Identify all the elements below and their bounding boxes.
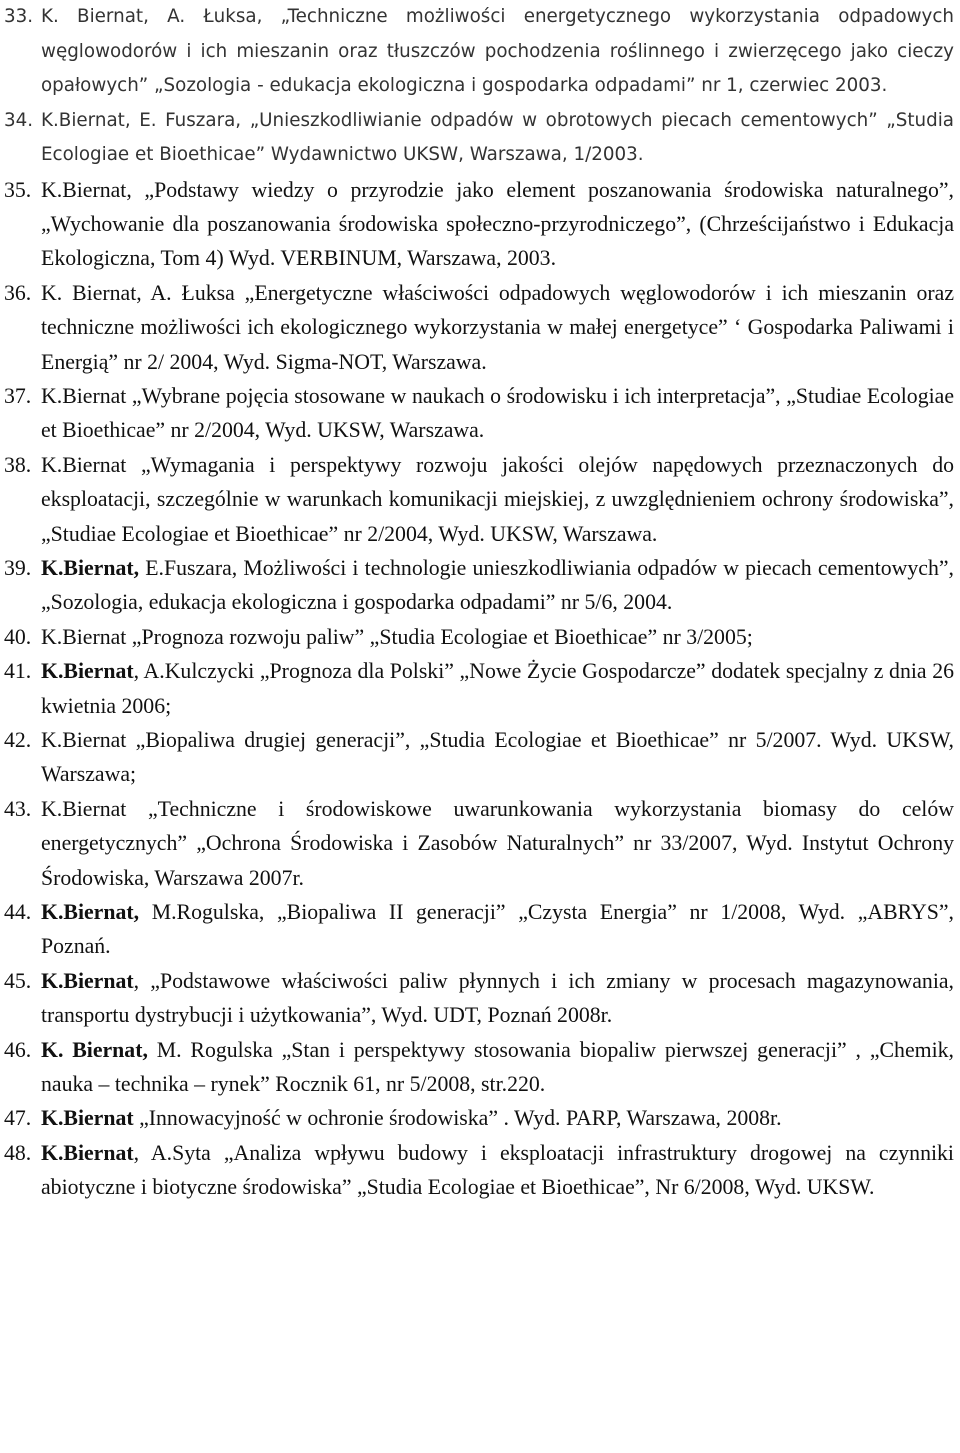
bibliography-list bbox=[4, 0, 954, 1205]
entry-text bbox=[41, 654, 954, 723]
entry-number: 43. bbox=[4, 796, 32, 821]
bibliography-entry bbox=[4, 654, 954, 723]
entry-text bbox=[41, 551, 954, 620]
entry-number: 44. bbox=[4, 900, 32, 925]
entry-number: 45. bbox=[4, 968, 32, 993]
entry-number: 40. bbox=[4, 624, 32, 649]
author-name-bold: K.Biernat bbox=[41, 1106, 134, 1131]
bibliography-entry bbox=[4, 1033, 954, 1102]
entry-number: 47. bbox=[4, 1106, 32, 1131]
entry-text bbox=[41, 792, 954, 895]
bibliography-entry bbox=[4, 620, 954, 654]
entry-text bbox=[41, 173, 954, 276]
entry-text-part: , „Podstawowe właściwości paliw płynnych i ich zmiany w procesach magazynowania, transportu dystrybucji i użytkowania”, Wyd. UDT, Poznań 2008r. bbox=[41, 968, 954, 1028]
entry-text bbox=[41, 1033, 954, 1102]
entry-number: 39. bbox=[4, 555, 32, 580]
entry-number: 37. bbox=[4, 383, 32, 408]
author-name-bold: K.Biernat bbox=[41, 968, 134, 993]
entry-text-part: K. Biernat, A. Łuksa, „Techniczne możliwości energetycznego wykorzystania odpadowych węglowodorów i ich mieszanin oraz tłuszczów pochodzenia roślinnego i zwierzęcego jako cieczy opałowych” „Sozologia - edukacja ekologiczna i gospodarka odpadami” nr 1, czerwiec 2003. bbox=[41, 6, 954, 96]
entry-text bbox=[41, 276, 954, 379]
entry-text-part: K.Biernat „Prognoza rozwoju paliw” „Studia Ecologiae et Bioethicae” nr 3/2005; bbox=[41, 624, 753, 649]
bibliography-entry bbox=[4, 104, 954, 173]
entry-text-part: M.Rogulska, „Biopaliwa II generacji” „Czysta Energia” nr 1/2008, Wyd. „ABRYS”, Poznań. bbox=[41, 900, 954, 959]
entry-text bbox=[41, 723, 954, 792]
bibliography-entry bbox=[4, 173, 954, 276]
entry-text bbox=[41, 620, 954, 654]
entry-text-part: , A.Kulczycki „Prognoza dla Polski” „Nowe Życie Gospodarcze” dodatek specjalny z dnia 26 kwietnia 2006; bbox=[41, 659, 954, 718]
entry-text bbox=[41, 1136, 954, 1205]
entry-number: 42. bbox=[4, 728, 32, 752]
bibliography-entry bbox=[4, 379, 954, 448]
entry-text-part: K.Biernat „Biopaliwa drugiej generacji”, „Studia Ecologiae et Bioethicae” nr 5/2007. Wyd. UKSW, Warszawa; bbox=[41, 728, 954, 787]
entry-text-part: K.Biernat „Wybrane pojęcia stosowane w naukach o środowisku i ich interpretacja”, „Studiae Ecologiae et Bioethicae” nr 2/2004, Wyd. UKSW, Warszawa. bbox=[41, 383, 954, 443]
entry-text bbox=[41, 379, 954, 448]
author-name-bold: K.Biernat bbox=[41, 1140, 134, 1165]
entry-text-part: K.Biernat, E. Fuszara, „Unieszkodliwianie odpadów w obrotowych piecach cementowych” „Studia Ecologiae et Bioethicae” Wydawnictwo UKSW, Warszawa, 1/2003. bbox=[41, 109, 954, 165]
entry-text-part: E.Fuszara, Możliwości i technologie unieszkodliwiania odpadów w piecach cementowych”, „Sozologia, edukacja ekologiczna i gospodarka odpadami” nr 5/6, 2004. bbox=[41, 555, 954, 615]
entry-text-part: K. Biernat, A. Łuksa „Energetyczne właściwości odpadowych węglowodorów i ich mieszanin oraz techniczne możliwości ich ekologicznego wykorzystania w małej energetyce” ‘ Gospodarka Paliwami i Energią” nr 2/ 2004, Wyd. Sigma-NOT, Warszawa. bbox=[41, 280, 954, 374]
bibliography-entry bbox=[4, 895, 954, 964]
entry-text-part: K.Biernat „Techniczne i środowiskowe uwarunkowania wykorzystania biomasy do celów energetycznych” „Ochrona Środowiska i Zasobów Naturalnych” nr 33/2007, Wyd. Instytut Ochrony Środowiska, Warszawa 2007r. bbox=[41, 796, 954, 890]
entry-text-part: K.Biernat „Wymagania i perspektywy rozwoju jakości olejów napędowych przeznaczonych do eksploatacji, szczególnie w warunkach komunikacji miejskiej, z uwzględnieniem ochrony środowiska”, „Studiae Ecologiae et Bioethicae” nr 2/2004, Wyd. UKSW, Warszawa. bbox=[41, 452, 954, 546]
bibliography-entry bbox=[4, 723, 954, 792]
bibliography-entry bbox=[4, 792, 954, 895]
bibliography-entry bbox=[4, 0, 954, 104]
entry-number: 35. bbox=[4, 177, 32, 202]
entry-text bbox=[41, 0, 954, 104]
author-name-bold: K.Biernat, bbox=[41, 555, 140, 580]
entry-number: 33. bbox=[4, 6, 34, 27]
entry-number: 41. bbox=[4, 659, 32, 684]
bibliography-entry bbox=[4, 276, 954, 379]
bibliography-entry bbox=[4, 1136, 954, 1205]
entry-number: 34. bbox=[4, 109, 34, 131]
entry-text-part: , A.Syta „Analiza wpływu budowy i eksploatacji infrastruktury drogowej na czynniki abiotyczne i biotyczne środowiska” „Studia Ecologiae et Bioethicae”, Nr 6/2008, Wyd. UKSW. bbox=[41, 1140, 954, 1200]
entry-text bbox=[41, 1101, 954, 1135]
bibliography-entry bbox=[4, 1101, 954, 1135]
author-name-bold: K. Biernat, bbox=[41, 1037, 148, 1062]
bibliography-entry bbox=[4, 448, 954, 551]
bibliography-entry bbox=[4, 551, 954, 620]
entry-text-part: „Innowacyjność w ochronie środowiska” . Wyd. PARP, Warszawa, 2008r. bbox=[133, 1106, 782, 1131]
entry-text bbox=[41, 895, 954, 964]
entry-text-part: M. Rogulska „Stan i perspektywy stosowania biopaliw pierwszej generacji” , „Chemik, nauka – technika – rynek” Rocznik 61, nr 5/2008, str.220. bbox=[41, 1037, 954, 1097]
entry-number: 36. bbox=[4, 280, 32, 305]
author-name-bold: K.Biernat bbox=[41, 659, 134, 684]
entry-text bbox=[41, 104, 954, 173]
entry-number: 48. bbox=[4, 1140, 32, 1165]
entry-text bbox=[41, 448, 954, 551]
bibliography-entry bbox=[4, 964, 954, 1033]
entry-number: 38. bbox=[4, 452, 32, 477]
entry-text bbox=[41, 964, 954, 1033]
entry-text-part: K.Biernat, „Podstawy wiedzy o przyrodzie jako element poszanowania środowiska naturalnego”, „Wychowanie dla poszanowania środowiska społeczno-przyrodniczego”, (Chrześcijaństwo i Edukacja Ekologiczna, Tom 4) Wyd. VERBINUM, Warszawa, 2003. bbox=[41, 177, 954, 271]
entry-number: 46. bbox=[4, 1037, 32, 1062]
author-name-bold: K.Biernat, bbox=[41, 900, 140, 925]
